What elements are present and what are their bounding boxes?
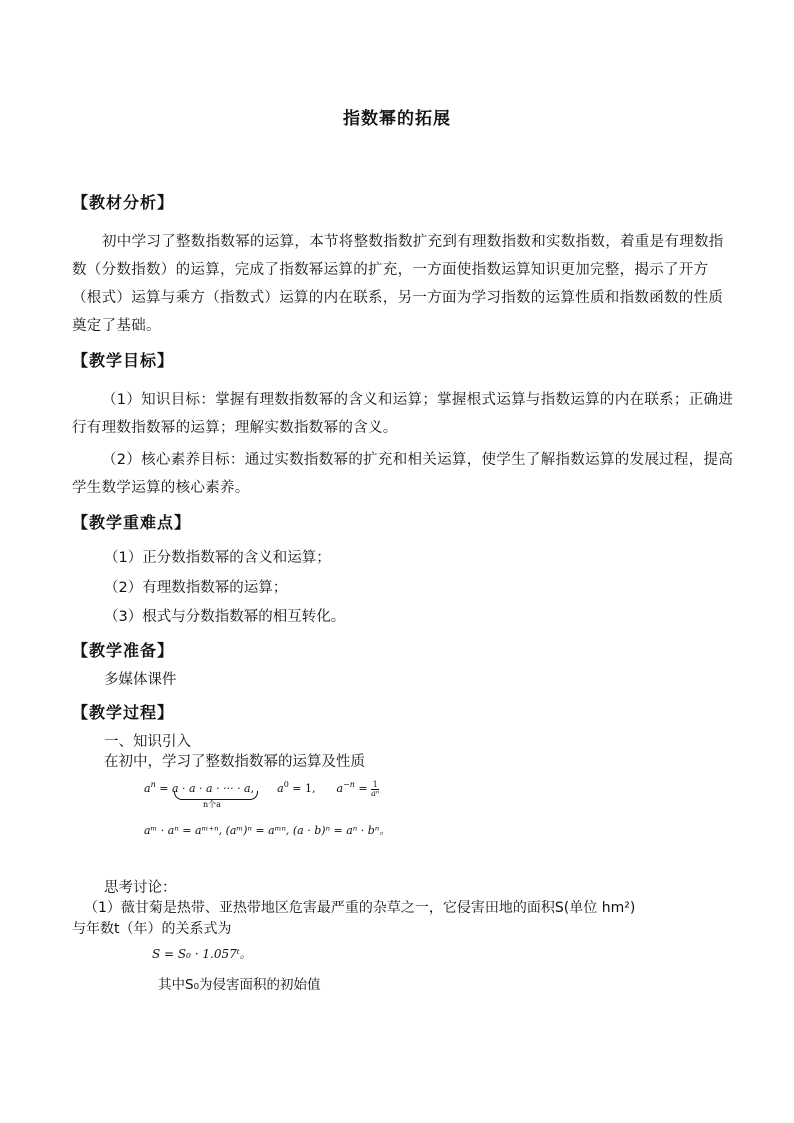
question-1-line-2: 与年数t（年）的关系式为: [72, 921, 232, 937]
prep-text: 多媒体课件: [104, 672, 177, 688]
section-heading-keypoints: 【教学重难点】: [72, 513, 192, 532]
formula-power-definition: $a^n = a \cdot a \cdot a$ · ··· · a, $a^0 = 1$, $a^{-n}$ = $\frac{1}{\text{aⁿ}}$: [144, 779, 380, 798]
question-1-line-1: （1）薇甘菊是热带、亚热带地区危害最严重的杂草之一，它侵害田地的面积S(单位 hm²): [84, 900, 636, 916]
formula-area-relation: S = S₀ · 1.057ᵗ。: [152, 947, 252, 961]
keypoint-item: （1）正分数指数幂的含义和运算；: [104, 550, 331, 566]
subsection-intro-title: 一、知识引入: [104, 734, 191, 750]
section-heading-analysis: 【教材分析】: [72, 193, 175, 212]
section-heading-prep: 【教学准备】: [72, 641, 175, 660]
page-title: 指数幂的拓展: [343, 109, 451, 129]
underbrace-label: n个a: [203, 800, 221, 809]
section-heading-goals: 【教学目标】: [72, 351, 175, 370]
section-heading-process: 【教学过程】: [72, 703, 175, 722]
initial-value-note: 其中S₀为侵害面积的初始值: [158, 977, 321, 993]
formula-exponent-rules: aᵐ · aⁿ = aᵐ⁺ⁿ, (aᵐ)ⁿ = aᵐⁿ, (a · b)ⁿ = aⁿ · bⁿ。: [144, 824, 391, 837]
keypoint-item: （2）有理数指数幂的运算；: [104, 580, 288, 596]
intro-text: 在初中，学习了整数指数幂的运算及性质: [104, 754, 365, 770]
discussion-label: 思考讨论：: [104, 880, 177, 896]
keypoint-item: （3）根式与分数指数幂的相互转化。: [104, 609, 346, 625]
goal-literacy: （2）核心素养目标：通过实数指数幂的扩充和相关运算，使学生了解指数运算的发展过程，提高学生数学运算的核心素养。: [72, 452, 734, 496]
goal-knowledge: （1）知识目标：掌握有理数指数幂的含义和运算；掌握根式运算与指数运算的内在联系；正确进行有理数指数幂的运算；理解实数指数幂的含义。: [72, 392, 734, 436]
analysis-paragraph: 初中学习了整数指数幂的运算，本节将整数指数扩充到有理数指数和实数指数，着重是有理数指数（分数指数）的运算，完成了指数幂运算的扩充，一方面使指数运算知识更加完整，揭示了开方（根式）运算与乘方（指数式）运算的内在联系，另一方面为学习指数的运算性质和指数函数的性质奠定了基础。: [72, 234, 724, 334]
